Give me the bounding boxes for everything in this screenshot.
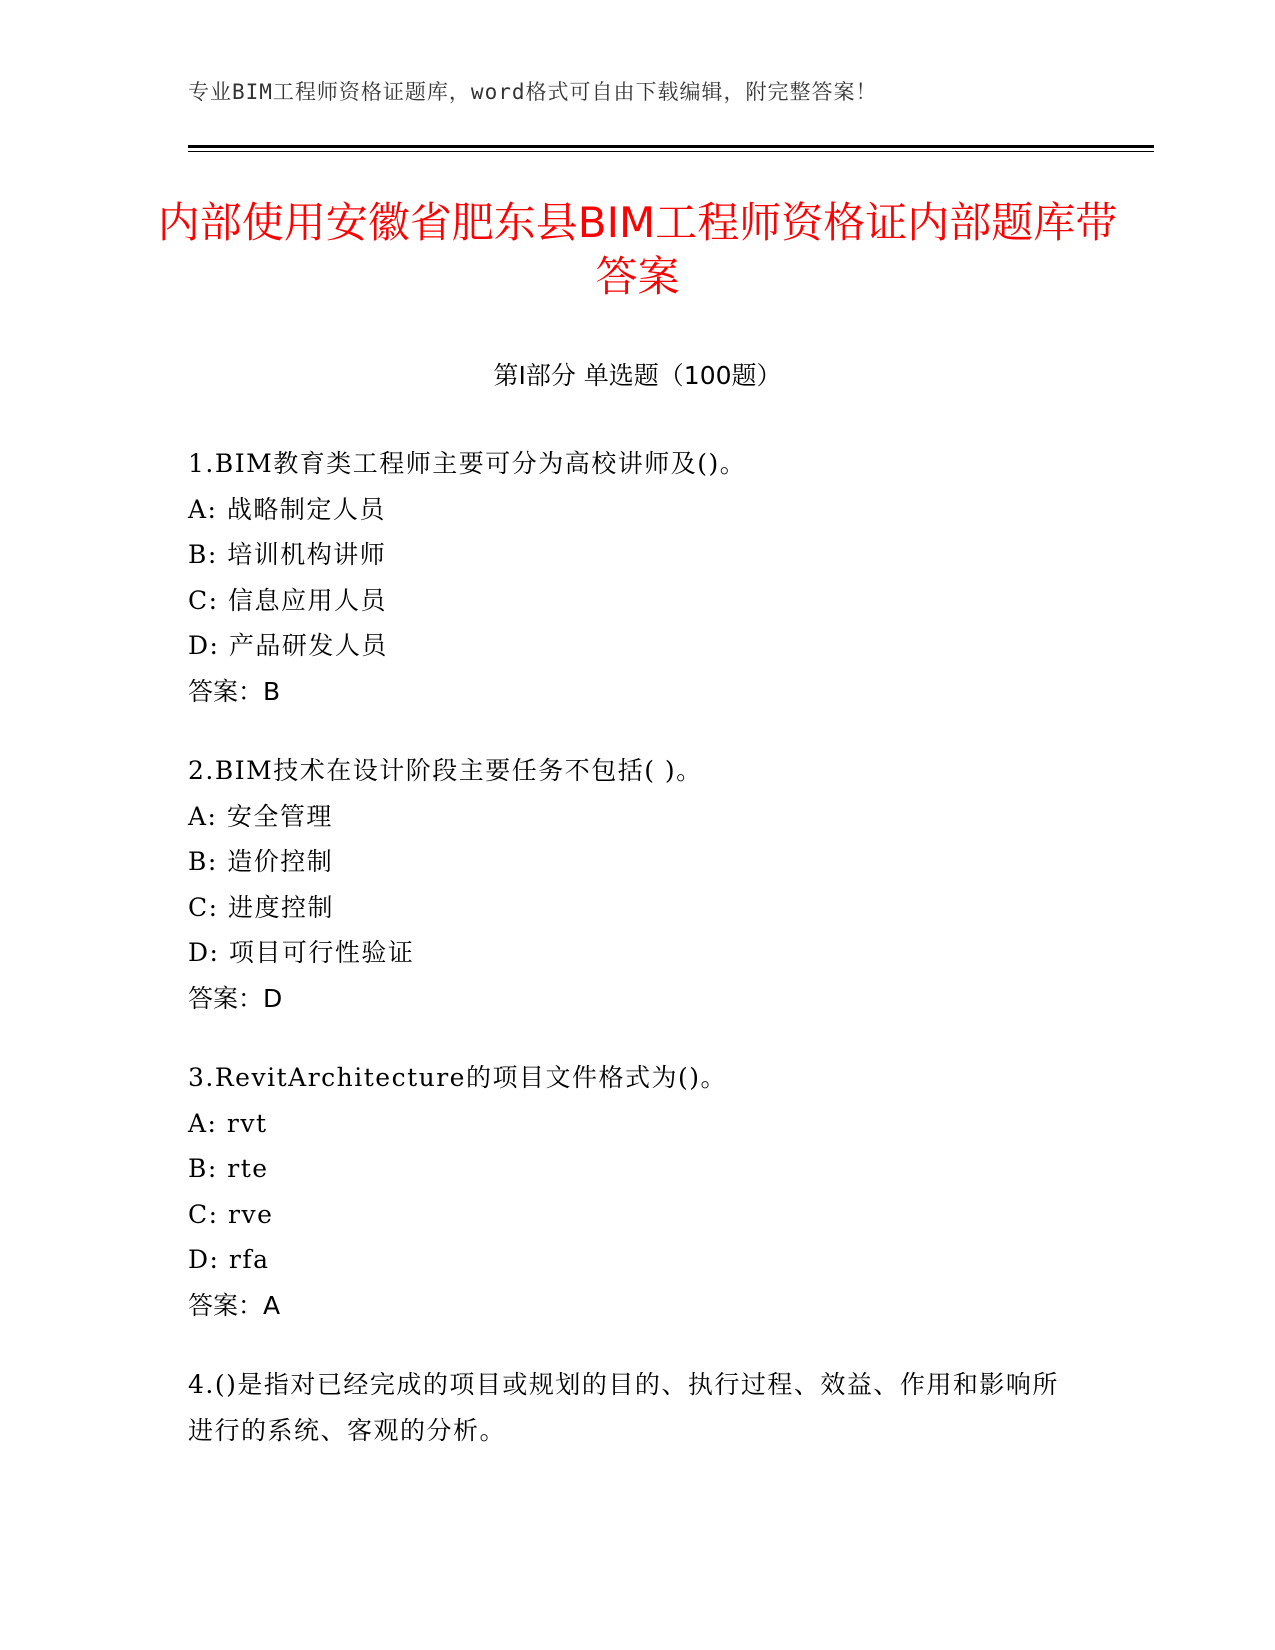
question-answer: 答案：A (188, 1290, 281, 1320)
header-rule-thick (188, 145, 1154, 148)
section-heading: 第Ⅰ部分 单选题（100题） (493, 361, 782, 390)
question-option: D: 产品研发人员 (188, 631, 388, 660)
question-stem: 2.BIM技术在设计阶段主要任务不包括( )。 (188, 756, 703, 785)
question-option: B: 造价控制 (188, 847, 334, 876)
question-answer: 答案：B (188, 676, 281, 706)
question-option: A: 战略制定人员 (188, 494, 386, 524)
question-item (188, 1055, 1078, 1328)
question-option: B: 培训机构讲师 (188, 540, 387, 569)
question-stem: 3.RevitArchitecture的项目文件格式为()。 (188, 1063, 727, 1092)
question-item (188, 1362, 1078, 1454)
document-title: 内部使用安徽省肥东县BIM工程师资格证内部题库带答案 (157, 198, 1118, 301)
question-option: D: 项目可行性验证 (188, 938, 415, 967)
question-item (188, 441, 1078, 714)
question-stem: 4.()是指对已经完成的项目或规划的目的、执行过程、效益、作用和影响所进行的系统、客观的分析。 (188, 1370, 1059, 1445)
question-option: C: 进度控制 (188, 892, 334, 922)
header-note: 专业BIM工程师资格证题库，word格式可自由下载编辑，附完整答案！ (188, 80, 878, 104)
question-option: C: 信息应用人员 (188, 585, 387, 615)
question-answer: 答案：D (188, 983, 283, 1013)
question-stem: 1.BIM教育类工程师主要可分为高校讲师及()。 (188, 449, 747, 478)
question-item (188, 748, 1078, 1021)
question-option: D: rfa (188, 1245, 270, 1274)
question-list (188, 441, 1078, 1488)
header-rule-thin (188, 151, 1154, 152)
question-option: B: rte (188, 1154, 269, 1183)
question-option: A: rvt (188, 1108, 268, 1138)
question-option: C: rve (188, 1199, 274, 1229)
question-option: A: 安全管理 (188, 801, 333, 831)
